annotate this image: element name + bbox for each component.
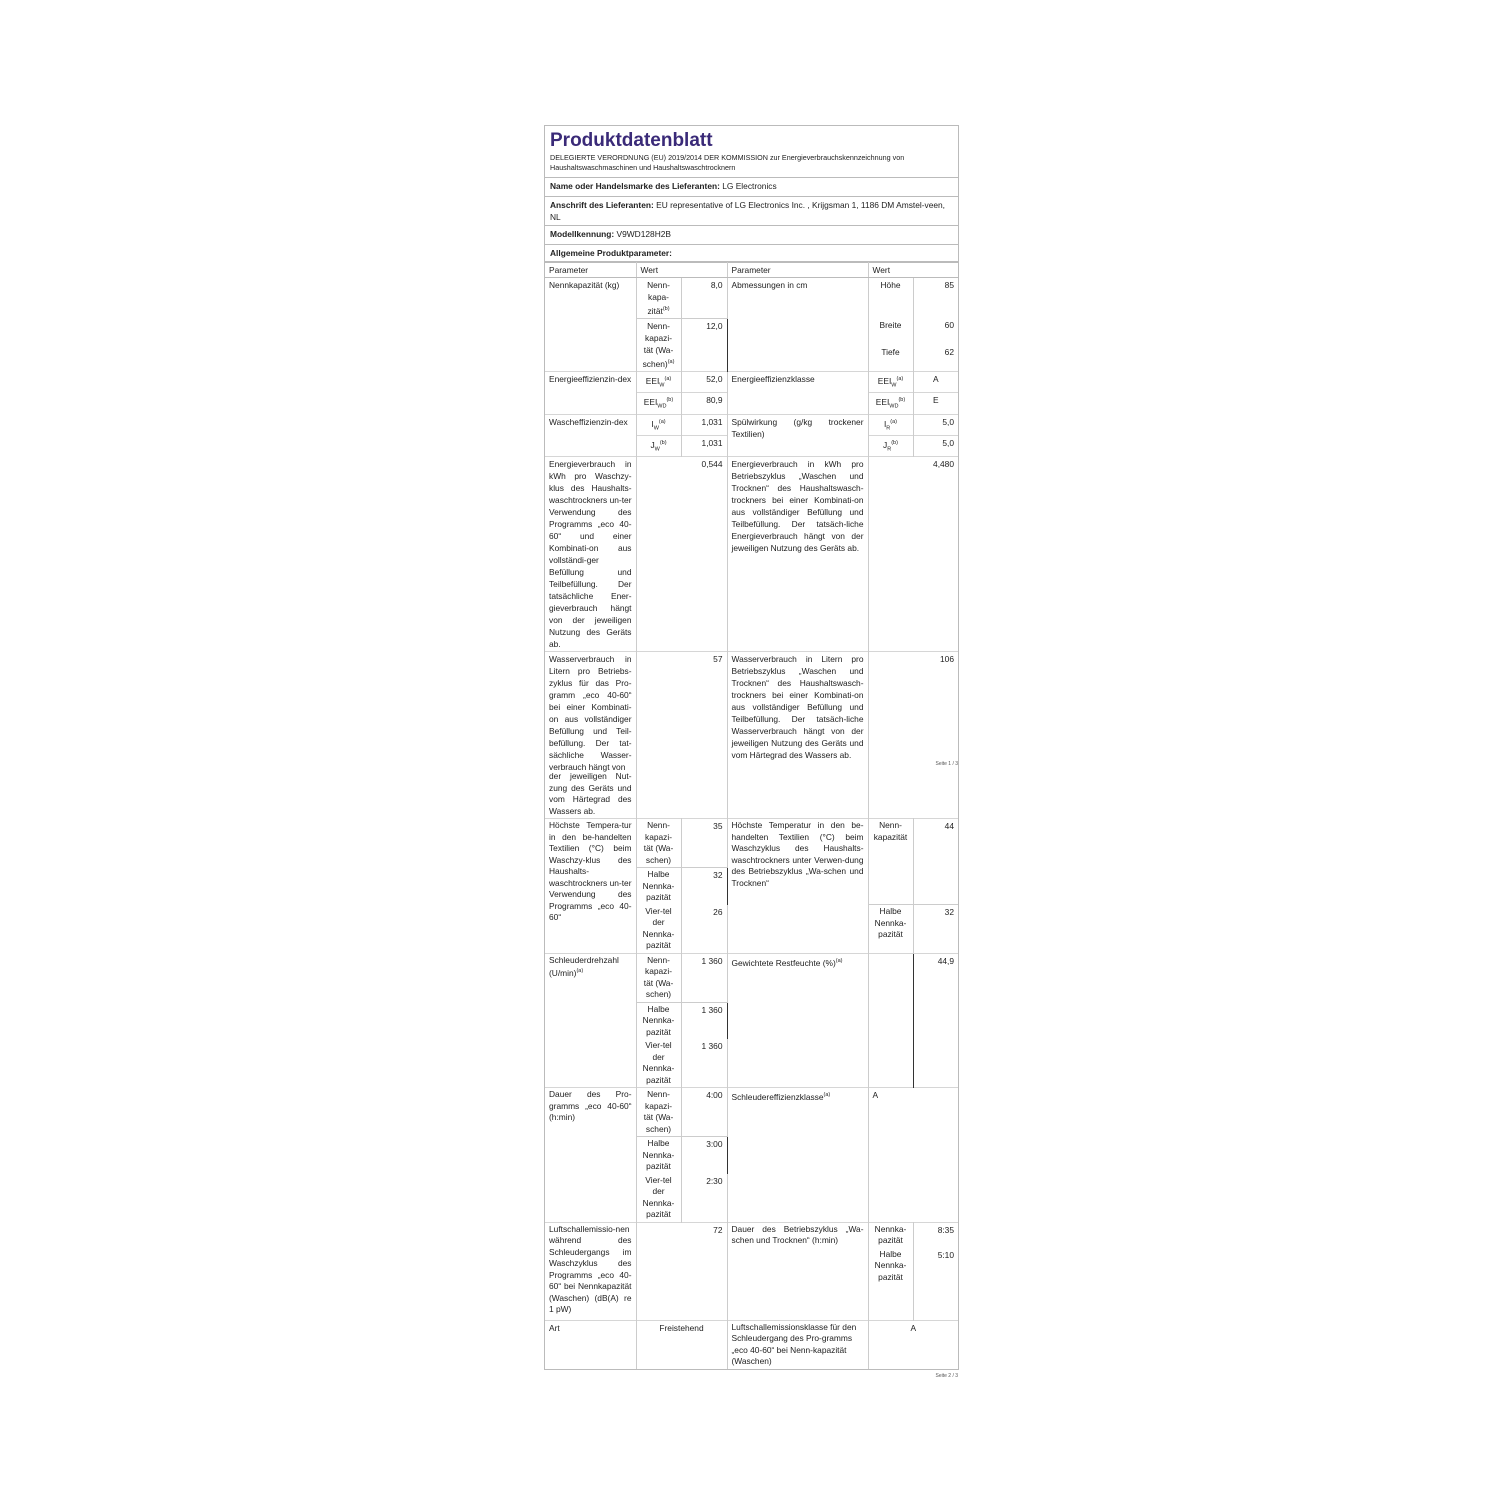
sub-label: Nenn-kapazi-tät (Wa-schen) [636, 953, 681, 1002]
param-noise-class: Luftschallemissionsklasse für den Schleudergang des Pro-gramms „eco 40-60“ bei Nenn-kapazität (Waschen) [727, 1320, 868, 1369]
value-cell: 3:00 [681, 1137, 727, 1174]
sub-label: Nenn-kapazität [868, 819, 913, 905]
value-cell: 1 360 [681, 1002, 727, 1039]
sub-label: Vier-tel der Nennka-pazität [636, 1174, 681, 1223]
value-cell: E [913, 393, 958, 414]
sub-label: $J_R^{(b)}$ [868, 436, 913, 457]
value-cell: Freistehend [636, 1320, 727, 1369]
table-row [545, 770, 958, 819]
param-cycle-duration-wd: Dauer des Betriebszyklus „Wa-schen und Trocknen“ (h:min) [727, 1222, 868, 1320]
value-cell: 85 [944, 280, 954, 290]
table-row [545, 1088, 958, 1137]
value-cell: 8:35 [913, 1222, 958, 1248]
value-cell: 44,9 [913, 953, 958, 1088]
value-cell: A [868, 1088, 958, 1223]
value-cell: 0,544 [636, 457, 727, 652]
value-cell: 32 [681, 868, 727, 905]
sub-label: $EEI_W^{(a)}$ [636, 371, 681, 392]
value-cell: 62 [944, 346, 954, 357]
param-washing-efficiency: Wascheffizienzin-dex [545, 414, 636, 457]
table-header-row [545, 263, 958, 278]
header-value-2: Wert [868, 263, 958, 278]
supplier-row [545, 178, 958, 197]
sub-label: $EEI_W^{(a)}$ [868, 371, 913, 392]
model-value: V9WD128H2B [616, 229, 671, 239]
value-cell: 60 [944, 320, 954, 331]
page-number: Seite 1 / 3 [935, 761, 958, 767]
datasheet-page-2 [544, 770, 959, 1379]
param-energy-class: Energieeffizienzklasse [727, 371, 868, 414]
sub-label: $I_W^{(a)}$ [636, 414, 681, 435]
param-capacity: Nennkapazität (kg) [545, 278, 636, 372]
sub-label: Nenn-kapazi-tät (Wa-schen)$^{(a)}$ [636, 318, 681, 371]
value-cell: 1,031 [681, 414, 727, 435]
address-label: Anschrift des Lieferanten: [550, 200, 654, 210]
document-title: Produktdatenblatt [550, 130, 713, 151]
value-cell: 1 360 [681, 953, 727, 1002]
sub-label: Breite [868, 318, 913, 344]
sub-label: Halbe Nennka-pazität [636, 868, 681, 905]
value-cell: 5:10 [937, 1249, 954, 1260]
param-rinsing: Spülwirkung (g/kg trockener Textilien) [727, 414, 868, 457]
value-cell: 1 360 [681, 1039, 727, 1088]
value-cell: A [868, 1320, 958, 1369]
value-cell: 8,0 [681, 278, 727, 319]
table-row [545, 1320, 958, 1369]
value-cell: 80,9 [681, 393, 727, 414]
param-water-consumption: Wasserverbrauch in Litern pro Betriebs-zyklus für das Pro-gramm „eco 40-60“ bei einer Kombinati-on aus vollständiger Befüllung und Teil-befüllung. Der tat-sächliche Wasser-verbrauch hängt von [545, 652, 636, 775]
param-residual-moisture: Gewichtete Restfeuchte (%)$^{(a)}$ [727, 953, 868, 1088]
value-cell: 1,031 [681, 436, 727, 457]
model-row [545, 226, 958, 245]
sub-label: Nenn-kapazi-tät (Wa-schen) [636, 819, 681, 868]
param-noise-emission: Luftschallemissio-nen während des Schleudergangs im Waschzyklus des Programms „eco 40-60“ bei Nennkapazität (Waschen) (dB(A) re 1 pW) [545, 1222, 636, 1320]
value-cell: 12,0 [681, 318, 727, 371]
sub-label: $J_W^{(b)}$ [636, 436, 681, 457]
table-row [545, 414, 958, 435]
sub-label: Tiefe [868, 345, 913, 372]
param-energy-consumption-wd: Energieverbrauch in kWh pro Betriebszyklus „Waschen und Trocknen“ des Haushaltswasch-trockners bei einer Kombinati-on aus vollständiger Befüllung und Teilbefüllung. Der tatsäch-liche Energieverbrauch hängt von der jeweiligen Nutzung des Geräts ab. [727, 457, 868, 652]
datasheet-page-1 [544, 125, 959, 774]
table-row [545, 1222, 958, 1248]
value-cell: 35 [681, 819, 727, 868]
parameter-table-page-2 [545, 770, 958, 1370]
table-row [545, 278, 958, 319]
table-row [545, 953, 958, 1002]
empty-cell [868, 953, 913, 1088]
value-cell: 72 [636, 1222, 727, 1320]
value-cell: 26 [681, 905, 727, 954]
param-type: Art [545, 1320, 636, 1369]
regulation-reference: DELEGIERTE VERORDNUNG (EU) 2019/2014 DER KOMMISSION zur Energieverbrauchskennzeichnung von Haushaltswaschmaschinen und Haushaltswaschtrocknern [545, 153, 958, 178]
param-max-temperature-wd: Höchste Temperatur in den be-handelten Textilien (°C) beim Waschzyklus des Haushalts-waschtrockners unter Verwen-dung des Betriebszyklus „Wa-schen und Trocknen“ [727, 819, 868, 954]
value-cell: 2:30 [681, 1174, 727, 1223]
param-water-consumption-wd: Wasserverbrauch in Litern pro Betriebszyklus „Waschen und Trocknen“ des Haushaltswasch-trockners bei einer Kombinati-on aus vollständiger Befüllung und Teilbefüllung. Der tatsäch-liche Wasserverbrauch hängt von der jeweiligen Nutzung des Geräts und vom Härtegrad des Wassers ab. [727, 652, 868, 775]
param-water-continued: der jeweiligen Nut-zung des Geräts und vom Härtegrad des Wassers ab. [545, 770, 636, 819]
model-label: Modellkennung: [550, 229, 615, 239]
address-row [545, 197, 958, 226]
value-cell: 4,480 [868, 457, 958, 652]
sub-label: Vier-tel der Nennka-pazität [636, 1039, 681, 1088]
value-cell: 44 [913, 819, 958, 905]
sub-label: Nenn-kapa-zität$^{(b)}$ [636, 278, 681, 319]
sub-label: Nenn-kapazi-tät (Wa-schen) [636, 1088, 681, 1137]
header-parameter: Parameter [545, 263, 636, 278]
empty-cell [727, 770, 868, 819]
page-number: Seite 2 / 3 [935, 1373, 958, 1379]
section-heading: Allgemeine Produktparameter: [545, 245, 958, 262]
sub-label: Nennka-pazität [868, 1222, 913, 1248]
sub-label: $EEI_{WD}^{(b)}$ [636, 393, 681, 414]
value-cell: 57 [636, 652, 727, 775]
value-cell [636, 770, 727, 819]
empty-cell [868, 770, 958, 819]
param-eei: Energieeffizienzin-dex [545, 371, 636, 414]
sub-label: Halbe Nennka-pazität [636, 1002, 681, 1039]
table-row [545, 371, 958, 392]
sub-label: Halbe Nennka-pazität [868, 905, 913, 954]
address-value: EU representative of LG Electronics Inc. , Krijgsman 1, 1186 DM Amstel-veen, NL [550, 200, 946, 222]
sub-label: Halbe Nennka-pazität [868, 1248, 913, 1321]
sub-label: Halbe Nennka-pazität [636, 1137, 681, 1174]
param-program-duration: Dauer des Pro-gramms „eco 40-60“ (h:min) [545, 1088, 636, 1223]
supplier-label: Name oder Handelsmarke des Lieferanten: [550, 181, 720, 191]
value-cell: 4:00 [681, 1088, 727, 1137]
value-cell: 32 [913, 905, 958, 954]
sub-label: $I_R^{(a)}$ [868, 414, 913, 435]
header-parameter-2: Parameter [727, 263, 868, 278]
sub-label: Höhe [868, 278, 913, 319]
sub-label: $EEI_{WD}^{(b)}$ [868, 393, 913, 414]
value-cell: 5,0 [913, 436, 958, 457]
table-row [545, 457, 958, 652]
param-energy-consumption: Energieverbrauch in kWh pro Waschzy-klus des Haushalts-waschtrockners un-ter Verwendung des Programms „eco 40-60“ und einer Kombinati-on aus vollständi-ger Befüllung und Teilbefüllung. Der tatsächliche Ener-gieverbrauch hängt von der jeweiligen Nutzung des Geräts ab. [545, 457, 636, 652]
value-cell: 5,0 [913, 414, 958, 435]
param-dimensions: Abmessungen in cm [727, 278, 868, 372]
value-cell: 106 [868, 652, 958, 775]
header-value: Wert [636, 263, 727, 278]
value-cell: 52,0 [681, 371, 727, 392]
value-cell: A [913, 371, 958, 392]
param-spin-speed: Schleuderdrehzahl $(U/\min)^{(a)}$ [545, 953, 636, 1088]
sub-label: Vier-tel der Nennka-pazität [636, 905, 681, 954]
parameter-table-page-1 [545, 262, 958, 774]
param-max-temperature: Höchste Tempera-tur in den be-handelten Textilien (°C) beim Waschzy-klus des Haushalts-waschtrockners un-ter Verwendung des Programms „eco 40-60“ [545, 819, 636, 954]
param-spin-efficiency-class: Schleudereffizienzklasse$^{(a)}$ [727, 1088, 868, 1223]
supplier-value: LG Electronics [722, 181, 777, 191]
table-row [545, 652, 958, 775]
table-row [545, 819, 958, 868]
